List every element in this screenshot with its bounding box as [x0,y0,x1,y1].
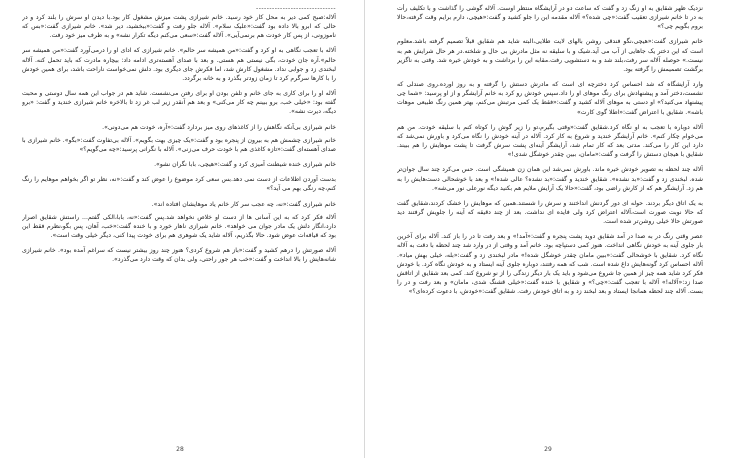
paragraph: آلاله چند لحظه به تصویر خودش خیره ماند. باورش نمی‌شد این همان زن همیشگی است. حس می‌کرد چند سال جوان‌تر شده. لبخندی زد و گفت:«بد نشده». شقایق خندید و گفت:«بد نشده؟ عالی شده!» و بعد با خوشحالی دست‌هایش را به هم زد. آرایشگر هم که از کارش راضی بود، گفت:«حالا یک آرایش ملایم هم بکنید دیگه نورعلی نور می‌شه». [397,166,703,192]
paragraph: خانم شیرازی گفت:«نه، چه عجب سر کار خانم یاد موهایشان افتاده اند». [151,200,336,208]
page-number: 29 [544,446,552,453]
paragraph: خانم شیرازی بی‌آنکه نگاهش را از کاغذهای روی میز بردارد گفت:«آره، خودت هم می‌دونی». [102,123,336,131]
paragraph: به یک اتاق دیگر بردند. حوله ای دور گردنش انداختند و سرش را شستند.همین که موهایش را خشک کردند،شقایق گفت که حالا نوبت صورت است،آلاله اعتراض کرد ولی فایده ای نداشت. بعد از چند دقیقه که آینه را جلویش گرفتند دید صورتش حالا خیلی روشن‌تر شده است. [397,199,703,226]
paragraph: آلاله دوباره با تعجب به او نگاه کرد.شقایق گفت:«وقتی بگیرم،تو را زیر گوش را کوتاه کنم با سلیقه خودت. من هم می‌خوام چکار کنم». خانم آرایشگر خندید و شروع به کار کرد. آلاله در آینه خودش را نگاه می‌کرد و باورش نمی‌شد که دارد این کار را می‌کند. مدتی بعد که کار تمام شد، آرایشگر آینه‌ای پشت سرش گرفت تا پشت موهایش را هم ببیند. شقایق با هیجان دستش را گرفت و گفت:«مامان، ببین چقدر خوشگل شدی!» [397,123,703,159]
paragraph: آلاله او را برای کاری به جای خانم و تلفن بودن او برای رفتن می‌نشست. شاید هم در جواب این همه سال دوستی و محبت گفته بود: «خیلی خب، برو ببینم چه کار می‌کنی» و بعد هم آنقدر زیر لب غر زد تا بالاخره خانم شیرازی خندید و گفت: «برو دیگه، دیرت نشه». [22,90,336,116]
paragraph: آلاله فکر کرد که به این آسانی ها از دست او خلاص نخواهد شد.پس گفت:«نه، بابا،الکی گفتم... راستش شقایق اصرار دارد،انگار دلش یک مادر جوان می خواهد». خانم شیرازی ناهار خورد و با خنده گفت:«خب، آهان، پس بگو،نظرم فقط این بود که قیافه‌ات عوض شود. حالا بگذریم، آلاله شاید یک شوهری هم برای خودت پیدا کنی، دیگر خیلی وقت است». [22,213,336,239]
paragraph: نزدیک ظهر شقایق به او زنگ زد و گفت که ساعت دو در آرایشگاه منتظر اوست. آلاله گوشی را گذاشت و با تکلیف رأت به در تا خانم شیرازی تعقیب گفت:«چی شده؟» آلاله مقدمه این را جلو کشید و گفت:«هیچی، دارم برایم وقت گرفته،حالا بروم بگویم چی؟» [397,5,703,31]
right-page-text [397,4,703,440]
paragraph: آلاله با تعجب نگاهی به او کرد و گفت:«من همیشه سر حالم». خانم شیرازی که ادای او را درمی‌آورد گفت:«من همیشه سر حالم».آره جان خودت، بگی نیستی هم هستی. و بعد با صدای آهسته‌تری ادامه داد: بیچاره مادرت که باید تحمل کنه. آلاله لبخندی زد و جوابی نداد. مشغول کارش شد، اما فکرش جای دیگری بود. دلش نمی‌خواست ناراحت باشد، برای همین خودش را با کارها سرگرم کرد تا زمان زودتر بگذرد و به خانه برگردد. [22,47,336,82]
paragraph: خانم شیرازی گفت:«هیچی،نگو فندقی روشن بالهای لایت طلایی،البته شاید هم شقایق قبلاً تصمیم گرفته باشد.معلوم است که این دختر یک جاهایی از آب می آید.شیک و با سلیقه نه مثل مادرش بی حال و شلخته.در هر حال شرایش هم به نیست.» حوصله آلاله سر رفت،بلند شد و به دستشویی رفت.مقابه این را برداشت و به خودش خیره شد. وقتی به ناگزیر برگشت تصمیمش را گرفته بود. [397,38,703,73]
paragraph: خانم شیرازی خنده شیطنت آمیزی کرد و گفت:«هیچی، بابا نگران نشو». [154,161,336,169]
paragraph: خانم شیرازی چشمش هم به بیرون از پنجره بود و گفت:«یک چیزی بهت بگویم». آلاله بی‌تفاوت گفت:«بگو». خانم شیرازی با صدای آهسته‌ای گفت:«تازه کاغذی هم با خودت حرف می‌زنی». آلاله با نگرانی پرسید:«چه می‌گویم؟» [22,136,336,153]
left-page [0,0,364,458]
paragraph: وارد آرایشگاه که شد احساس کرد دخترچه ای است که مادرش دستش را گرفته و به روز اورده.روی صندلی که نشست،دختر آمد و پیشنهادش برای رنگ موهای او را داد.سپس خودش رو کرد به خانم آرایشگر و از او پرسید: «شما چی پیشنهاد می‌کنید؟» او دستی به موهای آلاله کشید و گفت:«فقط یک کمی مرتبش می‌کنم، بهتر همین رنگ طبیعی موهات باشه». شقایق با اعتراض گفت:«اطلا گوی کارت» [397,81,703,116]
paragraph: عصر وقتی رنگ در به صدا در آمد شقایق دوید پشت پنجره و گفت:«آمد!» و بعد رفت تا در را باز کند. آلاله برای آخرین بار جلوی آینه به خودش نگاهی انداخت. هنوز کمی دستپاچه بود. خانم آمد و وقتی از در وارد شد چند لحظه با دقت به آلاله نگاه کرد. شقایق با خوشحالی گفت:«ببین مامان چقدر خوشگل شده!» مادر لبخندی زد و گفت:«بله، خیلی بهش میاد». آلاله احساس کرد گونه‌هایش داغ شده است. شب که همه رفتند، دوباره جلوی آینه ایستاد و به خودش نگاه کرد. با خودش فکر کرد شاید همه چیز از همین جا شروع می‌شود و باید یک بار دیگر زندگی را از نو شروع کند. کمی بعد شقایق از اتاقش صدا زد:«آلاله!» آلاله با تعجب گفت:«چی؟» و شقایق با خنده گفت:«خیلی قشنگ شدی، مامان» و بعد رفت و در را بست. آلاله چند لحظه همانجا ایستاد و بعد لبخند زد و به اتاق خودش رفت. شقایق گفت:«خودش، با دعوت کرده‌ای؟» [397,233,703,296]
left-page-text [22,4,336,440]
paragraph: بدست آوردن اطلاعات از دست نمی دهد.بس سعی کرد موضوع را عوض کند و گفت:«نه، نظر تو اگر بخواهم موهایم را رنگ کنم،چه رنگی بهم می آید؟» [22,176,336,193]
section-separator: ------------------------------ [256,5,336,12]
page-number: 28 [176,446,184,453]
paragraph: آلاله:صبح کمی دیر به محل کار خود رسید. خانم شیرازی پشت میزش مشغول کار بود.با دیدن او سرش را بلند کرد و در حالی که ابرو بالا داده بود گفت:«علیک سلام». آلاله جلو رفت و گفت:«ببخشید، دیر شد». خانم شیرازی گفت:«بس که ناموزونی، از پس کار خودت هم برنمی‌آیی». آلاله گفت:«سعی می‌کنم دیگه تکرار نشه» و به طرف میز خود رفت. [22,14,336,40]
paragraph: آلاله صورتش را درهم کشید و گفت:«باز هم شروع کردی؟ هنوز چند روز بیشتر نیست که سراغم آمده بود». خانم شیرازی شانه‌هایش را بالا انداخت و گفت:«خب هر جور راحتی، ولی بدان که وقت دارد می‌گذرد». [22,247,336,264]
right-page [365,0,729,458]
